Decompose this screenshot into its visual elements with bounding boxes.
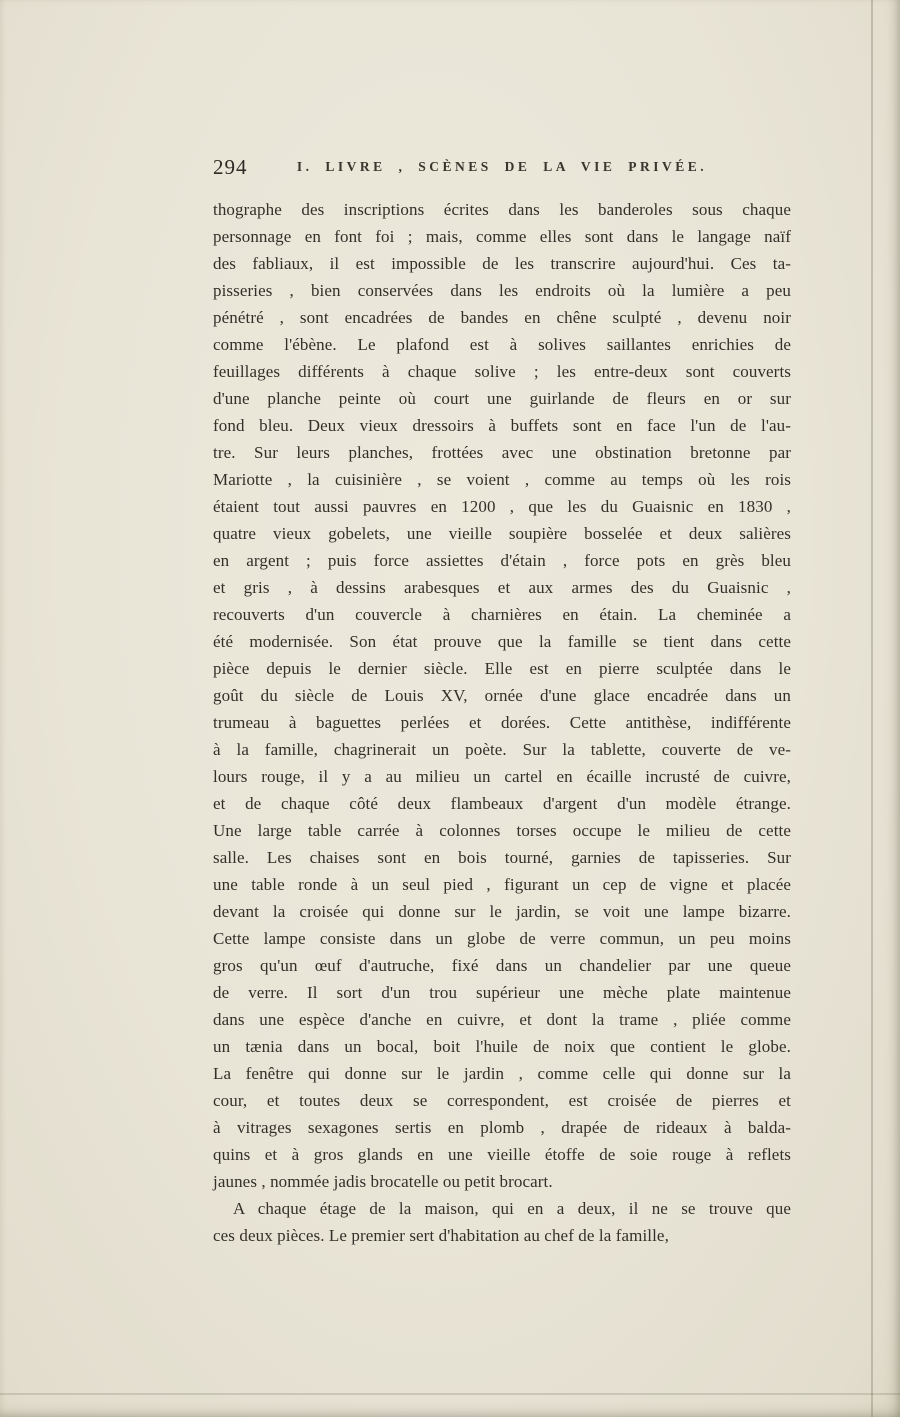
text-line: d'une planche peinte où court une guirlande de fleurs en or sur: [213, 389, 791, 408]
text-line: à la famille, chagrinerait un poète. Sur la tablette, couverte de ve-: [213, 740, 791, 759]
text-line: fond bleu. Deux vieux dressoirs à buffets sont en face l'un de l'au-: [213, 416, 791, 435]
text-line: jaunes , nommée jadis brocatelle ou petit brocart.: [213, 1172, 553, 1191]
text-line: pièce depuis le dernier siècle. Elle est en pierre sculptée dans le: [213, 659, 791, 678]
text-line: trumeau à baguettes perlées et dorées. Cette antithèse, indifférente: [213, 713, 791, 732]
text-line: thographe des inscriptions écrites dans les banderoles sous chaque: [213, 200, 791, 219]
text-line: feuillages différents à chaque solive ; les entre-deux sont couverts: [213, 362, 791, 381]
text-line: tre. Sur leurs planches, frottées avec une obstination bretonne par: [213, 443, 791, 462]
text-line: Mariotte , la cuisinière , se voient , comme au temps où les rois: [213, 470, 791, 489]
text-line: des fabliaux, il est impossible de les transcrire aujourd'hui. Ces ta-: [213, 254, 791, 273]
text-line: à vitrages sexagones sertis en plomb , drapée de rideaux à balda-: [213, 1118, 791, 1137]
text-line: pisseries , bien conservées dans les endroits où la lumière a peu: [213, 281, 791, 300]
scan-edge-right: [871, 0, 873, 1417]
text-line: lours rouge, il y a au milieu un cartel en écaille incrusté de cuivre,: [213, 767, 791, 786]
text-line: recouverts d'un couvercle à charnières en étain. La cheminée a: [213, 605, 791, 624]
running-title: I. LIVRE , SCÈNES DE LA VIE PRIVÉE.: [296, 159, 708, 174]
text-line: devant la croisée qui donne sur le jardin, se voit une lampe bizarre.: [213, 902, 791, 921]
page-number: 294: [213, 155, 248, 179]
text-line: quatre vieux gobelets, une vieille soupière bosselée et deux salières: [213, 524, 791, 543]
text-line: étaient tout aussi pauvres en 1200 , que les du Guaisnic en 1830 ,: [213, 497, 791, 516]
text-line: La fenêtre qui donne sur le jardin , comme celle qui donne sur la: [213, 1064, 791, 1083]
text-line: dans une espèce d'anche en cuivre, et dont la trame , pliée comme: [213, 1010, 791, 1029]
text-block: [213, 196, 791, 1249]
text-line: été modernisée. Son état prouve que la famille se tient dans cette: [213, 632, 791, 651]
text-line: une table ronde à un seul pied , figurant un cep de vigne et placée: [213, 875, 791, 894]
page-header: [213, 155, 791, 179]
text-line: de verre. Il sort d'un trou supérieur une mèche plate maintenue: [213, 983, 791, 1002]
text-line: goût du siècle de Louis XV, ornée d'une glace encadrée dans un: [213, 686, 791, 705]
text-line: pénétré , sont encadrées de bandes en chêne sculpté , devenu noir: [213, 308, 791, 327]
text-line: gros qu'un œuf d'autruche, fixé dans un chandelier par une queue: [213, 956, 791, 975]
text-line: Cette lampe consiste dans un globe de verre commun, un peu moins: [213, 929, 791, 948]
text-line: A chaque étage de la maison, qui en a deux, il ne se trouve que: [233, 1199, 791, 1218]
text-line: comme l'ébène. Le plafond est à solives saillantes enrichies de: [213, 335, 791, 354]
text-line: ces deux pièces. Le premier sert d'habitation au chef de la famille,: [213, 1226, 669, 1245]
text-line: Une large table carrée à colonnes torses occupe le milieu de cette: [213, 821, 791, 840]
text-line: et gris , à dessins arabesques et aux armes des du Guaisnic ,: [213, 578, 791, 597]
text-line: et de chaque côté deux flambeaux d'argent d'un modèle étrange.: [213, 794, 791, 813]
text-line: en argent ; puis force assiettes d'étain , force pots en grès bleu: [213, 551, 791, 570]
text-line: un tænia dans un bocal, boit l'huile de noix que contient le globe.: [213, 1037, 791, 1056]
text-line: quins et à gros glands en une vieille étoffe de soie rouge à reflets: [213, 1145, 791, 1164]
scan-edge-bottom: [0, 1393, 900, 1395]
text-line: cour, et toutes deux se correspondent, est croisée de pierres et: [213, 1091, 791, 1110]
text-line: salle. Les chaises sont en bois tourné, garnies de tapisseries. Sur: [213, 848, 791, 867]
text-line: personnage en font foi ; mais, comme elles sont dans le langage naïf: [213, 227, 791, 246]
